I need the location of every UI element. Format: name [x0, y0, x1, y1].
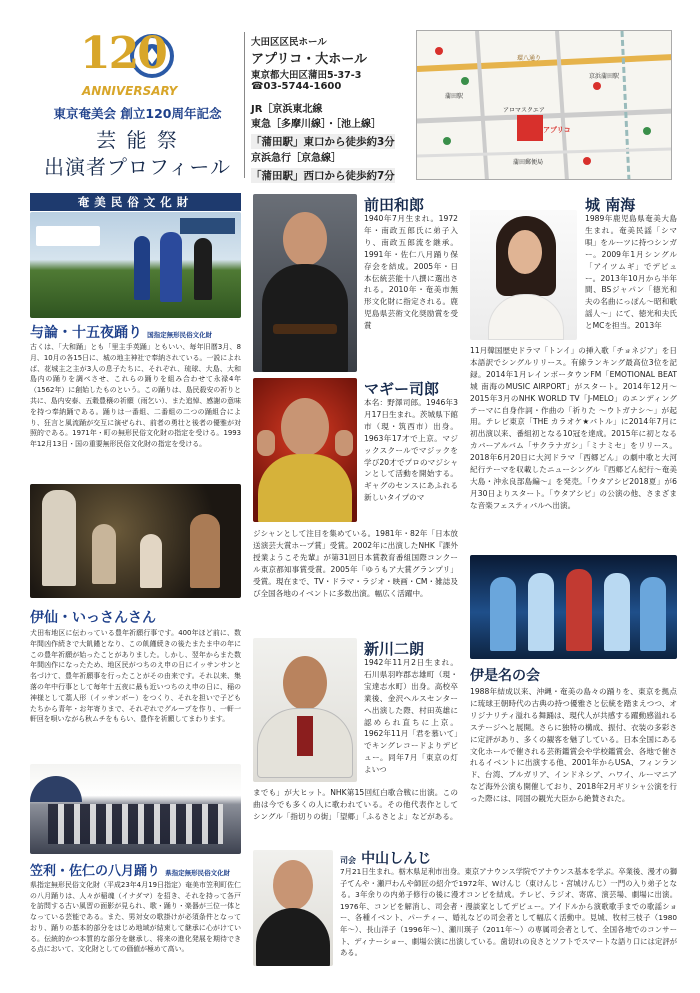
nakayama-portrait: [253, 850, 333, 966]
event-subtitle: 東京奄美会 創立120周年記念: [53, 106, 222, 121]
kasari-tag: 県指定無形民俗文化財: [165, 869, 231, 877]
jou-description-bottom: 11月韓国歴史ドラマ「トンイ」の挿入歌「チョネジア」を日本語訳でシングルリリース。有線ランキング最高位3位を記録。2014年1月レインボータウンFM「EMOTIONAL BEAT 城 南海のMUSIC AIRPORT」がスタート。2014年12月〜2015年3月のNHK WORLD TV「J-MELO」のエンディングテーマに自身作詞・作曲の「祈りた 〜ウトガナシ〜」が起用。テレビ東京「THE カラオケ★バトル」に2014年7月に初出演以来、番組初となる10冠を達成。2015年に初となるカバーアルバム「サクラナガシ」「ミナミセ」をリリース。2018年6月20日に大河ドラマ「西郷どん」の劇中歌と大河紀行テーマを収載したニューシングル『西郷どん紀行〜奄美大島・沖永良部島編〜』を発売。「ウタアシビ2018夏」が6月30日よりスタート。「ウタアシビ」の公演の他、さまざまな音楽フェスティバルへ出演。: [470, 346, 677, 510]
page-title-line2: 出演者プロフィール: [44, 155, 231, 179]
jou-description-top: 1989年鹿児島県奄美大島生まれ。奄美民謡「シマ唄」をルーツに持つシンガー。2009年1月シングル「アイツムギ」でデビュー。2013年10月から半年間、BSジャパン「徳光和夫の名曲にっぽん〜昭和歌謡人〜」にて、徳光和夫氏とMCを担当。2013年: [585, 214, 677, 331]
nakayama-heading: [340, 848, 431, 868]
magie-portrait: [253, 378, 357, 522]
shinkawa-portrait: [253, 638, 357, 782]
yoron-description: 古くは、「大和踊」とも「里主手英踊」ともいい、毎年旧暦3月、8月、10月の各15日に、城の地主神社で奉納されている。一説によれば、花城主之主が3人の息子たちに、それぞれ、琉球、大島、大和島内の踊りを調べさせ、これらの踊りを組み合わせて永禄4年（1562年）に創始したものという。この踊りは、島民殺安の祈りと共に、島内安泰、五穀豊穣の祈願（雨乞い）、また追悼、感謝の意味を持つ奉納踊である。踊りは一番組、二番組の二つの踊組合により、狂言と風流踊が交互に演ぜられ、前者の勇壮と後者の優雅が対照的である。1971年・町の無形民俗文化財の指定を受ける。1993年12月13日・国の重要無形民俗文化財の指定を受ける。: [30, 343, 241, 449]
logo-number: 120: [80, 28, 166, 79]
magie-name: マギー司郎: [364, 380, 440, 398]
kasari-dance-photo: [30, 764, 241, 854]
shinkawa-description-bottom: までも」が大ヒット。NHK第15回紅白歌合戦に出演。この曲は今でも多くの人に歌われている。その他代表作としてシングル「指切りの街」「望郷」「ふるさとよ」などがある。: [253, 788, 458, 821]
kasari-heading: [30, 860, 241, 879]
map-label-apurico: アプリコ: [543, 126, 571, 134]
ikena-stage-photo: [470, 555, 677, 659]
nakayama-role: 司会: [340, 856, 356, 865]
yoron-tag: 国指定無形民俗文化財: [147, 331, 213, 339]
kasari-description: 県指定無形民俗文化財（平成23年4月19日指定）奄美市笠利町佐仁の八月踊りは、人々が稲魂（イナダマ）を招き、それを持って各戸を訪問する古い風習の面影が見られ、歌・踊り・楽器が三位一体となっている芸能である。また、男対女の歌掛けが必須条件となっており、踊りの基本的部分をはじめ地域が結束して継承に心がけている。伝統的かつ本質的な部分を継承し、将来の進化発展を期待できる点において、文化財としての価値が極めて高い。: [30, 881, 241, 954]
maeda-description: 1940年7月生まれ。1972年・南政五郎氏に弟子入り、南政五郎流を継承。1991年・佐仁八月踊り保存会を結成。2005年・日本伝統芸能十八撰に選出される。2010年・奄美市無形文化財に指定される。鹿児島県芸術文化奨励賞を受賞: [364, 214, 458, 331]
map-label-route: 環八通り: [517, 55, 542, 62]
kasari-title: 笠利・佐仁の八月踊り: [30, 864, 161, 879]
ikena-title: 伊是名の会: [470, 668, 540, 684]
map-label-post: 蒲田郵便局: [513, 159, 544, 166]
ikena-description: 1988年結成以来、沖縄・奄美の島々の踊りを、東京を拠点に琉球王朝時代の古典の持つ優雅さと伝統を踏まえつつ、オリジナリティ溢れる舞踊は、現代人が共感する躍動感溢れるステージへと展開。さらに独特の構成、振付、衣装の多彩さに定評があり、多くの観客を魅了している。日本全国にある文化ホールで催される芸術鑑賞会や学校鑑賞会、各地で催されるイベントに出演する他、2001年からUSA、フィンランド、台湾、ブルガリア、インドネシア、ハワイ、ルーマニアなど海外公演も開催しており、2018年2月ギリシャ公演を行った際には、同国の観光大臣から絶賛された。: [470, 687, 677, 804]
phone-icon: ☎: [251, 81, 264, 92]
venue-box: [244, 32, 416, 182]
access-line1: JR［京浜東北線: [251, 104, 323, 115]
shinkawa-name: 新川二朗: [364, 640, 425, 658]
shinkawa-description-top: 1942年11月2日生まれ。石川県羽咋郡志雄町（現・宝達志水町）出身。高校卒業後、金沢ヘルスセンター へ出演した際、村田英雄に認められ直ちに上京。1962年11月「君を慕いて」でキングレコードよりデビュー。同年7月「東京の灯よいつ: [364, 658, 458, 775]
magie-description-bottom: ジシャンとして注目を集めている。1981年・82年「日本放送演芸大賞ホープ賞」受賞。2002年に出演したNHK『課外授業ようこそ先輩』が第31回日本賞教育番組国際コンクール東京都知事賞受賞。2005年「ゆうもア大賞グランプリ」受賞。現在まで、TV・ドラマ・ラジオ・映画・CM・雑誌及び全国各地のイベントに多数出演。幅広く活躍中。: [253, 529, 458, 598]
access-line2: 東急［多摩川線］・［池上線］: [251, 119, 381, 130]
jou-name: 城 南海: [585, 196, 636, 214]
venue-phone-number: 03-5744-1600: [263, 81, 342, 92]
map-label-kamata: 蒲田駅: [445, 93, 464, 100]
jou-portrait: [470, 210, 577, 340]
access-line3: 「蒲田駅」東口から徒歩約3分: [251, 136, 395, 148]
venue-name: アプリコ・大ホール: [251, 52, 367, 67]
area-map: [416, 30, 672, 180]
page-title-line1: 芸 能 祭: [96, 128, 179, 152]
isen-title: 伊仙・いっさんさん: [30, 610, 156, 626]
map-label-aroma: アロマスクエア: [503, 107, 545, 114]
anniversary-logo: [70, 24, 190, 104]
isen-festival-photo: [30, 484, 241, 598]
yoron-heading: [30, 322, 241, 342]
venue-phone: [251, 81, 416, 92]
apurico-marker: [517, 115, 543, 141]
maeda-name: 前田和郎: [364, 196, 425, 214]
maeda-portrait: [253, 194, 357, 372]
yoron-dance-photo: [30, 212, 241, 318]
yoron-title: 与論・十五夜踊り: [30, 325, 142, 341]
access-line4: 京浜急行［京急線］: [251, 153, 341, 164]
access-line5: 「蒲田駅」西口から徒歩約7分: [251, 170, 395, 182]
logo-sub: ANNIVERSARY: [82, 84, 178, 98]
isen-description: 犬田布地区に伝わっている豊年祈願行事です。400年ほど前に、数年間凶作続きで大飢饉となり、この飢饉続きの後たまたま中の年にこの豊年祈願が始ったことがありました。しかし、翌年からまた数年間凶作になったため、地区民がつちのえ申の日にイッサンサンと名づけて、豊年祈願事を行ったことがその由来です。それ以来、集落の年中行事として毎年十五夜に最も近いつちのえ申の日に、稲の神様として藁人形（イッサンボー）をつくり、それを担いで子どもたちから青年・お年寄りまで、それぞれでグループを作り、一軒一軒回を唄いながら秋ムチをもらい、豊作を祈願してまわります。: [30, 629, 241, 724]
venue-org: 大田区区民ホール: [251, 37, 327, 48]
magie-description-top: 本名：野澤司郎。1946年3月17日生まれ。茨城県下館市（現・筑西市）出身。1963年17才で上京。マジックスクールでマジックを学び20才でプロのマジシャンとして活動を開始する。ギャグのセンスにあふれる新しいタイプのマ: [364, 398, 458, 503]
section-banner: 奄美民俗文化財: [30, 193, 241, 211]
nakayama-name: 中山しんじ: [361, 851, 432, 867]
venue-address: 東京都大田区蒲田5-37-3: [251, 70, 362, 81]
map-label-keikyu: 京浜蒲田駅: [589, 73, 620, 80]
nakayama-description: 7月21日生まれ。栃木県足利市出身。東京アナウンス学院でアナウンス基本を学ぶ。卒業後、漫才の獅子てんや・瀬戸わんや師匠の紹介で1972年、Wけんじ（東けんじ・宮城けんじ）一門の入り弟子となる。3年余りの内弟子修行の後に漫才コンビを結成。テレビ、ラジオ、寄席、演芸場、劇場に出演。1976年、コンビを解消し、司会者・漫談家としてデビュー。アイドルから演歌歌手までの歌謡ショー、各種イベント、パーティー、婚礼などの司会者として幅広く活動中。見城、牧村三枝子（1980年〜）、長山洋子（1996年〜）、瀬川瑛子（2011年〜）の専属司会者として、全国各地でのコンサート、ディナーショー、劇場公演に出演している。歯切れの良さとソフトでスマートな語り口には定評がある。: [340, 867, 677, 958]
